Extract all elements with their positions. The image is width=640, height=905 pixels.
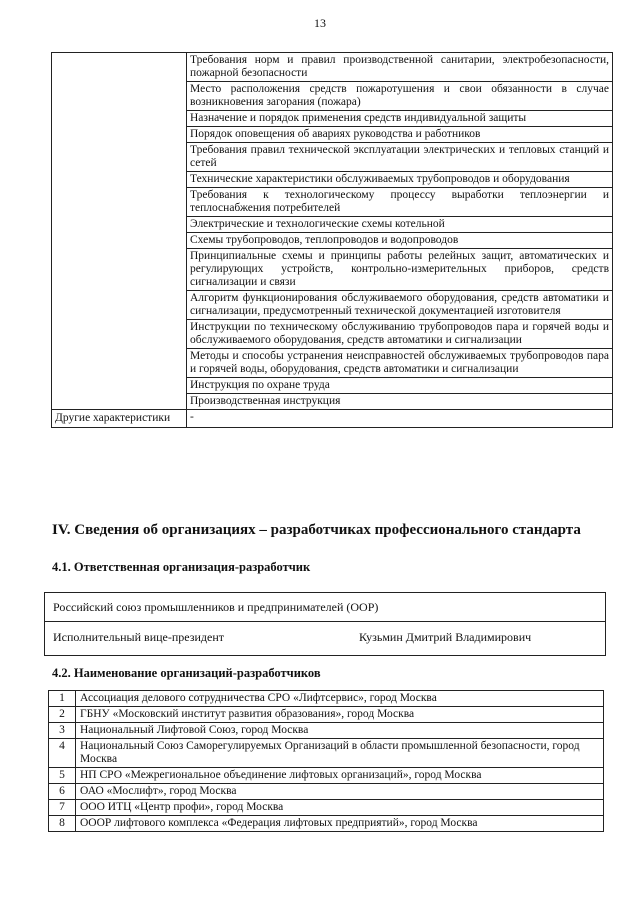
organization-name: Российский союз промышленников и предпринимателей (ООР) <box>53 600 379 614</box>
knowledge-item: Требования норм и правил производственной санитарии, электробезопасности, пожарной безопасности <box>187 53 613 82</box>
divider <box>45 621 605 622</box>
person-name: Кузьмин Дмитрий Владимирович <box>359 630 532 644</box>
row-number: 3 <box>49 723 76 739</box>
table-row <box>49 768 604 784</box>
knowledge-item: Алгоритм функционирования обслуживаемого оборудования, средств автоматики и сигнализации, предусмотренный технической документацией изготовителя <box>187 291 613 320</box>
knowledge-item: Схемы трубопроводов, теплопроводов и водопроводов <box>187 233 613 249</box>
knowledge-item: Методы и способы устранения неисправностей обслуживаемых трубопроводов пара и горячей воды, оборудования, средств автоматики и сигнализации <box>187 349 613 378</box>
section-heading: IV. Сведения об организациях – разработчиках профессионального стандарта <box>52 522 581 538</box>
knowledge-item: Электрические и технологические схемы котельной <box>187 217 613 233</box>
knowledge-item: Назначение и порядок применения средств индивидуальной защиты <box>187 111 613 127</box>
developer-name: НП СРО «Межрегиональное объединение лифтовых организаций», город Москва <box>76 768 604 784</box>
responsible-organization-box <box>44 592 606 656</box>
knowledge-item: Место расположения средств пожаротушения и свои обязанности в случае возникновения загорания (пожара) <box>187 82 613 111</box>
position-title: Исполнительный вице-президент <box>53 630 225 644</box>
table-row <box>49 707 604 723</box>
developer-name: Ассоциация делового сотрудничества СРО «Лифтсервис», город Москва <box>76 691 604 707</box>
row-number: 8 <box>49 816 76 832</box>
other-characteristics-label: Другие характеристики <box>52 410 187 428</box>
table-row <box>49 691 604 707</box>
row-number: 7 <box>49 800 76 816</box>
page-number: 13 <box>314 16 326 30</box>
knowledge-item: Инструкция по охране труда <box>187 378 613 394</box>
developer-name: ОАО «Мослифт», город Москва <box>76 784 604 800</box>
knowledge-item: Технические характеристики обслуживаемых трубопроводов и оборудования <box>187 172 613 188</box>
table-row <box>52 53 613 82</box>
knowledge-table <box>51 52 613 428</box>
row-number: 1 <box>49 691 76 707</box>
developer-name: ГБНУ «Московский институт развития образования», город Москва <box>76 707 604 723</box>
knowledge-item: Требования правил технической эксплуатации электрических и тепловых станций и сетей <box>187 143 613 172</box>
knowledge-label-cell <box>52 53 187 410</box>
row-number: 5 <box>49 768 76 784</box>
knowledge-item: Требования к технологическому процессу выработки теплоэнергии и теплоснабжения потребителей <box>187 188 613 217</box>
knowledge-item: Порядок оповещения об авариях руководства и работников <box>187 127 613 143</box>
knowledge-item: Производственная инструкция <box>187 394 613 410</box>
row-number: 2 <box>49 707 76 723</box>
table-row <box>49 723 604 739</box>
developer-name: Национальный Лифтовой Союз, город Москва <box>76 723 604 739</box>
developer-name: Национальный Союз Саморегулируемых Организаций в области промышленной безопасности, город Москва <box>76 739 604 768</box>
subsection-heading-4-2: 4.2. Наименование организаций-разработчиков <box>52 666 321 680</box>
row-number: 4 <box>49 739 76 768</box>
subsection-heading-4-1: 4.1. Ответственная организация-разработчик <box>52 560 311 574</box>
table-row <box>52 410 613 428</box>
developers-table <box>48 690 604 832</box>
other-characteristics-value: - <box>187 410 613 428</box>
table-row <box>49 800 604 816</box>
developer-name: ООО ИТЦ «Центр профи», город Москва <box>76 800 604 816</box>
table-row <box>49 816 604 832</box>
knowledge-item: Инструкции по техническому обслуживанию трубопроводов пара и горячей воды и обслуживаемого оборудования, средств автоматики и сигнализации <box>187 320 613 349</box>
developer-name: ОООР лифтового комплекса «Федерация лифтовых предприятий», город Москва <box>76 816 604 832</box>
table-row <box>49 784 604 800</box>
table-row <box>49 739 604 768</box>
row-number: 6 <box>49 784 76 800</box>
knowledge-item: Принципиальные схемы и принципы работы релейных защит, автоматических и регулирующих устройств, контрольно-измерительных приборов, средств сигнализации и связи <box>187 249 613 291</box>
